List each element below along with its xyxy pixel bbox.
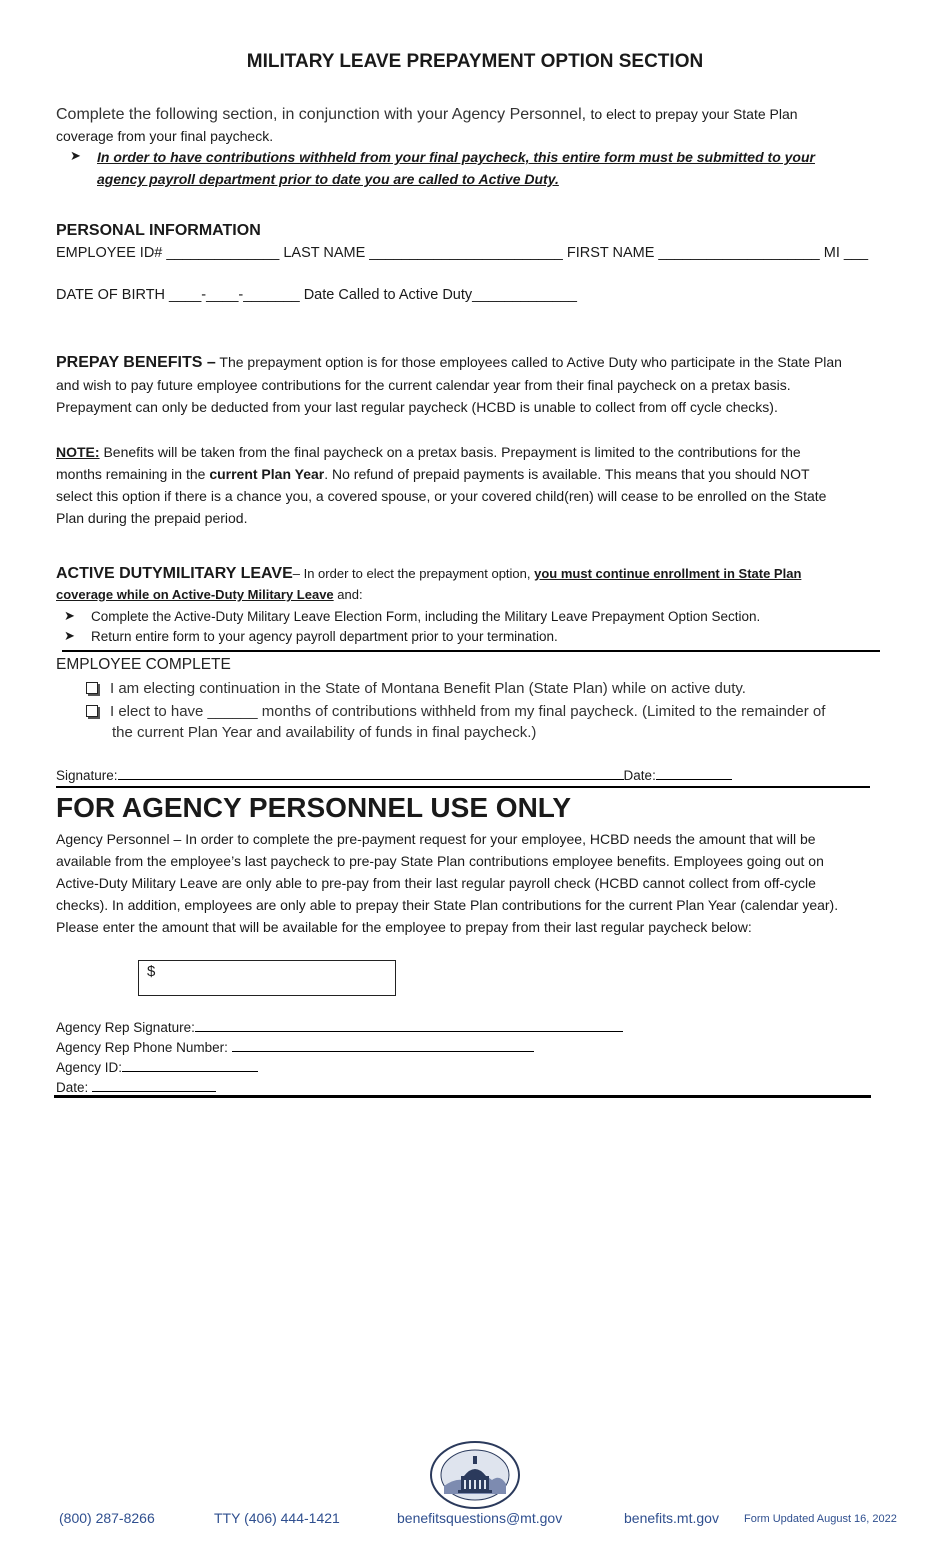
prepay-months-option[interactable]: I elect to have ______ months of contributions withheld from my final paycheck. (Limited to the remainder of the current Plan Year and availability of funds in final paycheck.) <box>86 701 825 743</box>
section-divider <box>62 650 880 652</box>
agency-heading: FOR AGENCY PERSONNEL USE ONLY <box>56 792 571 823</box>
footer-website-link[interactable]: benefits.mt.gov <box>624 1510 719 1526</box>
footer-phone[interactable]: (800) 287-8266 <box>59 1510 155 1526</box>
intro-paragraph: Complete the following section, in conjunction with your Agency Personnel, to elect to prepay your State Plan coverage from your final paycheck. <box>56 106 798 144</box>
agency-rep-signature-field[interactable] <box>195 1017 623 1032</box>
prepay-benefits-paragraph: PREPAY BENEFITS – The prepayment option is for those employees called to Active Duty who participate in the State Plan and wish to pay future employee contributions for the current calendar year from their final paycheck on a pretax basis. Prepayment can only be deducted from your last regular paycheck (HCBD is unable to collect from off cycle checks). <box>56 354 842 415</box>
employee-complete-heading: EMPLOYEE COMPLETE <box>56 656 231 673</box>
dollar-sign: $ <box>147 963 156 980</box>
department-seal-logo <box>428 1440 522 1510</box>
arrow-bullet-icon: ➤ <box>64 628 75 643</box>
personal-info-row-2[interactable]: DATE OF BIRTH ____-____-_______ Date Called to Active Duty_____________ <box>56 287 577 303</box>
checkbox-icon[interactable] <box>86 705 98 717</box>
signature-field[interactable] <box>118 765 624 780</box>
agency-rep-phone-field[interactable] <box>232 1037 534 1052</box>
active-duty-bullet-1: Complete the Active-Duty Military Leave Election Form, including the Military Leave Prepayment Option Section. <box>91 609 761 624</box>
active-duty-bullet-2: Return entire form to your agency payroll department prior to your termination. <box>91 629 558 644</box>
arrow-bullet-icon: ➤ <box>70 148 81 163</box>
arrow-bullet-icon: ➤ <box>64 608 75 623</box>
agency-date-field[interactable] <box>92 1077 216 1092</box>
section-divider <box>56 786 870 788</box>
active-duty-paragraph-cont: coverage while on Active-Duty Military Leave and: <box>56 587 363 602</box>
footer-email-link[interactable]: benefitsquestions@mt.gov <box>397 1510 563 1526</box>
continuation-option[interactable]: I am electing continuation in the State of Montana Benefit Plan (State Plan) while on active duty. <box>86 679 746 699</box>
amount-input[interactable] <box>138 960 396 996</box>
submission-warning: In order to have contributions withheld from your final paycheck, this entire form must be submitted to your agency payroll department prior to date you are called to Active Duty. <box>97 149 815 187</box>
checkbox-icon[interactable] <box>86 682 98 694</box>
signature-date-field[interactable] <box>656 765 732 780</box>
signature-row: Signature: Date: <box>56 765 732 783</box>
form-updated-date: Form Updated August 16, 2022 <box>744 1513 897 1525</box>
agency-instructions: Agency Personnel – In order to complete the pre-payment request for your employee, HCBD needs the amount that will be available from the employee’s last paycheck to pre-pay State Plan contributions employee benefits. Employees going out on Active-Duty Military Leave are only able to pre-pay from their last regular payroll check (HCBD cannot collect from off-cycle checks). In addition, employees are only able to prepay their State Plan contributions for the current Plan Year (calendar year). Please enter the amount that will be available for the employee to prepay from their last regular paycheck below: <box>56 831 839 935</box>
agency-id-field[interactable] <box>122 1057 258 1072</box>
personal-info-heading: PERSONAL INFORMATION <box>56 222 261 239</box>
footer-tty[interactable]: TTY (406) 444-1421 <box>214 1510 340 1526</box>
active-duty-paragraph: ACTIVE DUTYMILITARY LEAVE– In order to elect the prepayment option, you must continue enrollment in State Plan <box>56 565 802 582</box>
personal-info-row-1[interactable]: EMPLOYEE ID# ______________ LAST NAME ________________________ FIRST NAME ____________________ MI ___ <box>56 245 869 261</box>
agency-rep-fields: Agency Rep Signature: Agency Rep Phone Number: Agency ID: Date: <box>56 1017 623 1097</box>
note-paragraph: NOTE: Benefits will be taken from the final paycheck on a pretax basis. Prepayment is limited to the contributions for the months remaining in the current Plan Year. No refund of prepaid payments is available. This means that you should NOT select this option if there is a chance you, a covered spouse, or your covered child(ren) will cease to be enrolled on the State Plan during the prepaid period. <box>56 444 827 526</box>
section-divider <box>54 1095 871 1098</box>
form-title: MILITARY LEAVE PREPAYMENT OPTION SECTION <box>246 51 704 72</box>
